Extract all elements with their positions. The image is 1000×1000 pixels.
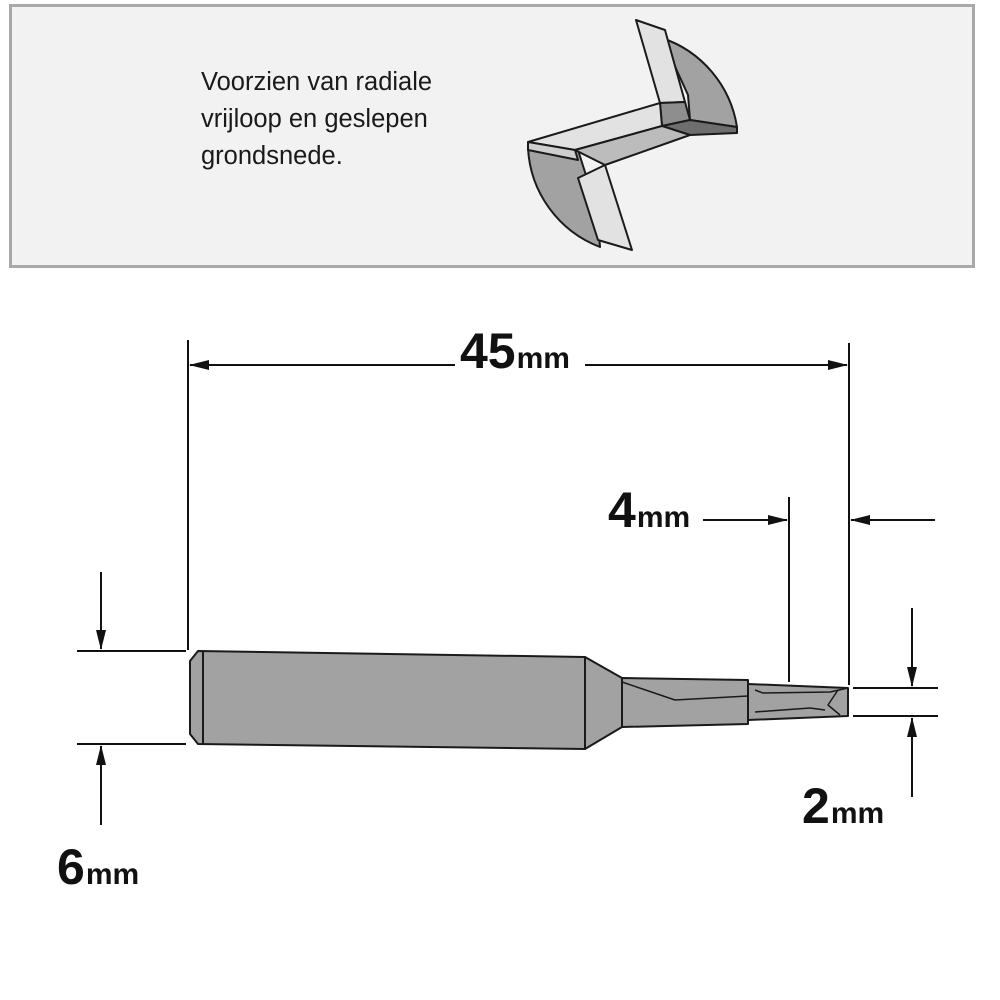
shank-diameter-value: 6 <box>57 839 85 895</box>
shank-taper <box>585 657 622 749</box>
cutting-diameter-label <box>802 778 885 834</box>
cutting-head <box>748 684 848 720</box>
shank-diameter-label <box>57 839 140 895</box>
shank-diameter-unit: mm <box>85 858 140 891</box>
cutting-diameter-unit: mm <box>830 797 885 830</box>
cutting-length-value: 4 <box>608 482 636 538</box>
overall-length-value: 45 <box>460 323 516 379</box>
router-bit-drawing <box>190 651 848 749</box>
neck <box>622 678 748 727</box>
overall-length-label <box>460 323 570 379</box>
cutting-edge-detail-illustration <box>528 20 737 250</box>
shank <box>190 651 585 749</box>
feature-note-text: Voorzien van radiale vrijloop en geslepen grondsnede. <box>201 68 433 170</box>
overall-length-unit: mm <box>516 342 570 375</box>
cutting-length-unit: mm <box>636 501 691 534</box>
cutting-diameter-value: 2 <box>802 778 830 834</box>
dimension-lines <box>77 340 938 825</box>
cutting-length-label <box>608 482 691 538</box>
